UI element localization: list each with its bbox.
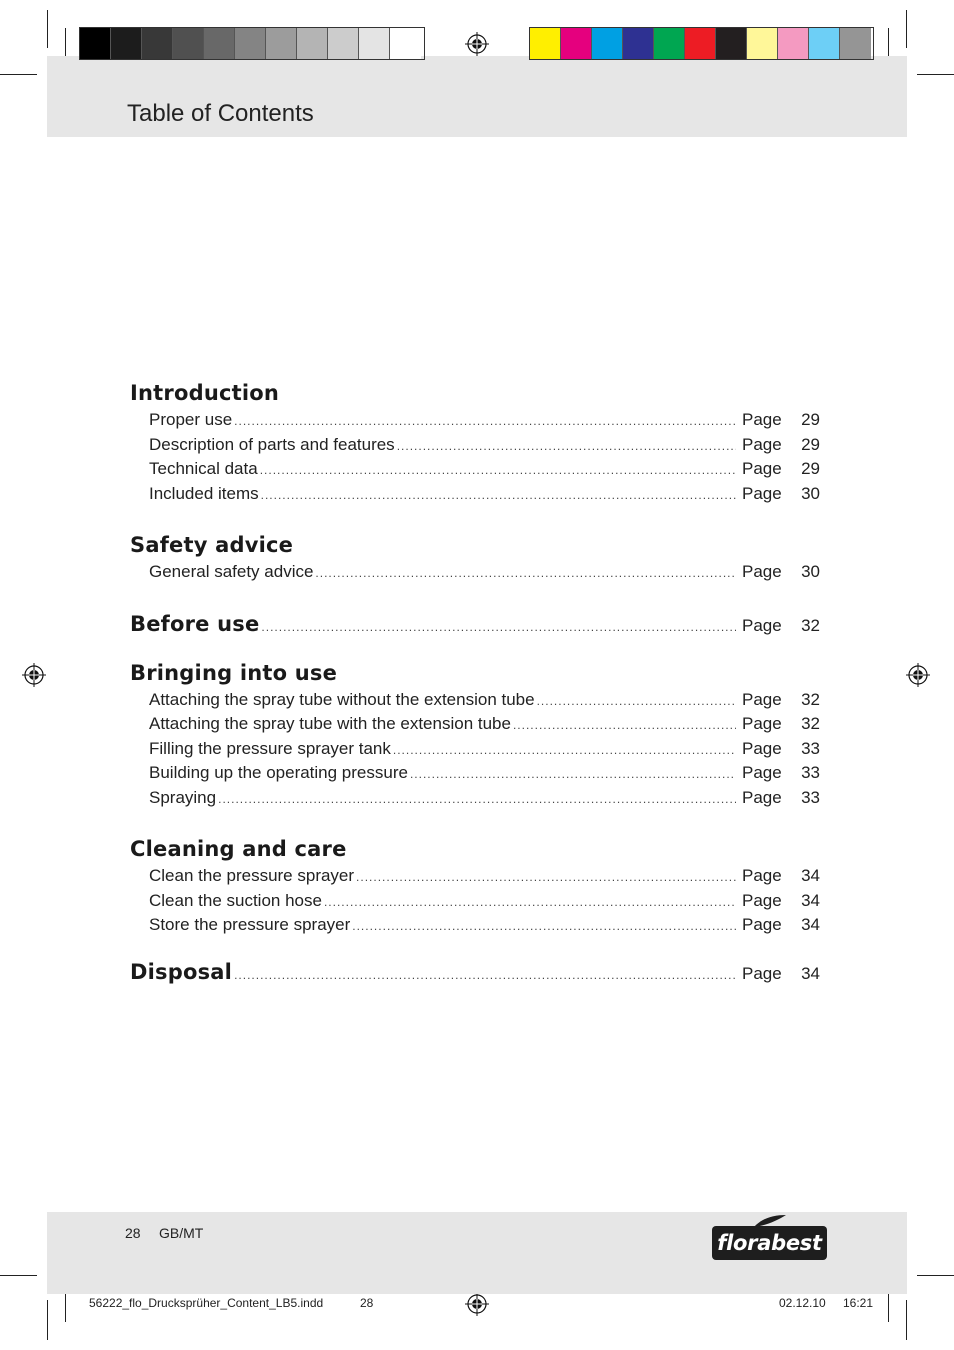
registration-mark-icon bbox=[465, 32, 489, 56]
toc-entry[interactable] bbox=[130, 457, 820, 482]
color-swatch bbox=[142, 28, 173, 59]
toc-entry[interactable] bbox=[130, 864, 820, 889]
crop-mark bbox=[888, 1290, 889, 1322]
leader-dots bbox=[261, 483, 736, 508]
toc-entry[interactable] bbox=[130, 688, 820, 713]
color-swatch bbox=[390, 28, 421, 59]
page-word: Page bbox=[742, 714, 782, 733]
leader-dots bbox=[315, 561, 736, 586]
entry-label: Description of parts and features bbox=[149, 434, 395, 454]
entry-label: Building up the operating pressure bbox=[149, 763, 408, 782]
toc-entry[interactable] bbox=[130, 560, 820, 585]
color-swatch bbox=[809, 28, 840, 59]
color-swatch bbox=[328, 28, 359, 59]
page-word: Page bbox=[742, 562, 782, 581]
page-number: 30 bbox=[801, 562, 820, 581]
toc-section-introduction bbox=[130, 378, 820, 506]
slug-page: 28 bbox=[360, 1296, 374, 1310]
page-number: 32 bbox=[801, 689, 820, 709]
leader-dots bbox=[356, 865, 736, 890]
entry-label: Included items bbox=[149, 483, 259, 503]
toc-entry[interactable] bbox=[130, 737, 820, 762]
color-swatch bbox=[266, 28, 297, 59]
leader-dots bbox=[234, 409, 736, 434]
registration-mark-icon bbox=[22, 663, 46, 687]
page-number: 30 bbox=[801, 483, 820, 503]
section-heading: Cleaning and care bbox=[130, 837, 347, 861]
toc-entry[interactable] bbox=[130, 712, 820, 737]
toc-section-before-use bbox=[130, 609, 820, 639]
process-color-bar bbox=[529, 27, 874, 60]
page-word: Page bbox=[742, 410, 782, 429]
page-word: Page bbox=[742, 866, 782, 885]
page-number: 34 bbox=[801, 963, 820, 983]
gray-color-bar bbox=[79, 27, 425, 60]
entry-label: Attaching the spray tube without the extension tube bbox=[149, 689, 535, 709]
slug-date: 02.12.10 bbox=[779, 1296, 826, 1310]
page-word: Page bbox=[742, 763, 782, 782]
page-word: Page bbox=[742, 890, 782, 910]
crop-mark bbox=[47, 10, 48, 48]
registration-mark-icon bbox=[465, 1292, 489, 1316]
page-number: 33 bbox=[801, 763, 820, 782]
page-number: 32 bbox=[801, 615, 820, 635]
leader-dots bbox=[234, 960, 736, 990]
page-word: Page bbox=[742, 434, 782, 454]
crop-mark bbox=[65, 1290, 66, 1322]
entry-label: Attaching the spray tube with the extension tube bbox=[149, 714, 511, 733]
footer-language-code: GB/MT bbox=[159, 1225, 204, 1241]
crop-mark bbox=[917, 74, 954, 75]
page-word: Page bbox=[742, 787, 782, 807]
toc-section-cleaning-and-care bbox=[130, 834, 820, 938]
color-swatch bbox=[561, 28, 592, 59]
leader-dots bbox=[260, 458, 736, 483]
color-swatch bbox=[778, 28, 809, 59]
leader-dots bbox=[393, 738, 736, 763]
color-swatch bbox=[716, 28, 747, 59]
color-swatch bbox=[530, 28, 561, 59]
page-number: 34 bbox=[801, 866, 820, 885]
page-word: Page bbox=[742, 483, 782, 503]
page-title: Table of Contents bbox=[127, 100, 314, 127]
page-word: Page bbox=[742, 738, 782, 758]
crop-mark bbox=[906, 10, 907, 48]
color-swatch bbox=[359, 28, 390, 59]
page-number: 33 bbox=[801, 738, 820, 758]
leader-dots bbox=[352, 914, 736, 939]
page-number: 29 bbox=[801, 410, 820, 429]
toc-entry[interactable] bbox=[130, 913, 820, 938]
entry-label: Clean the suction hose bbox=[149, 890, 322, 910]
page-number: 34 bbox=[801, 915, 820, 934]
entry-label: Filling the pressure sprayer tank bbox=[149, 738, 391, 758]
section-heading: Introduction bbox=[130, 381, 280, 405]
toc-entry[interactable] bbox=[130, 761, 820, 786]
page-number: 29 bbox=[801, 434, 820, 454]
section-heading: Bringing into use bbox=[130, 660, 338, 685]
color-swatch bbox=[840, 28, 871, 59]
toc-entry[interactable] bbox=[130, 433, 820, 458]
footer-page-number: 28 bbox=[125, 1225, 141, 1241]
page-word: Page bbox=[742, 915, 782, 934]
crop-mark bbox=[0, 74, 37, 75]
color-swatch bbox=[173, 28, 204, 59]
entry-label: Spraying bbox=[149, 787, 217, 807]
section-heading: Disposal bbox=[130, 959, 233, 984]
entry-label: Clean the pressure sprayer bbox=[149, 866, 355, 885]
page-number: 34 bbox=[801, 890, 820, 910]
toc-entry[interactable] bbox=[130, 408, 820, 433]
section-heading: Before use bbox=[130, 611, 260, 636]
toc-section-bringing-into-use bbox=[130, 658, 820, 811]
table-of-contents bbox=[130, 378, 820, 987]
section-heading: Safety advice bbox=[130, 533, 294, 557]
page-word: Page bbox=[742, 963, 782, 983]
leader-dots bbox=[410, 762, 736, 787]
registration-mark-icon bbox=[906, 663, 930, 687]
color-swatch bbox=[654, 28, 685, 59]
toc-section-safety bbox=[130, 530, 820, 585]
crop-mark bbox=[0, 1275, 37, 1276]
color-swatch bbox=[297, 28, 328, 59]
leader-dots bbox=[261, 612, 736, 642]
crop-mark bbox=[47, 1300, 48, 1340]
slug-filename: 56222_flo_Drucksprüher_Content_LB5.indd bbox=[89, 1296, 324, 1310]
page-word: Page bbox=[742, 689, 782, 709]
leader-dots bbox=[513, 713, 736, 738]
entry-label: General safety advice bbox=[149, 562, 314, 581]
color-swatch bbox=[747, 28, 778, 59]
page-number: 33 bbox=[801, 787, 820, 807]
color-swatch bbox=[111, 28, 142, 59]
entry-label: Technical data bbox=[149, 459, 258, 478]
entry-label: Store the pressure sprayer bbox=[149, 915, 351, 934]
page-number: 32 bbox=[801, 714, 820, 733]
leader-dots bbox=[397, 434, 736, 459]
page-number: 29 bbox=[801, 459, 820, 478]
leader-dots bbox=[324, 890, 736, 915]
page-word: Page bbox=[742, 459, 782, 478]
crop-mark bbox=[906, 1300, 907, 1340]
toc-section-disposal bbox=[130, 957, 820, 987]
leader-dots bbox=[218, 787, 736, 812]
toc-entry[interactable] bbox=[130, 889, 820, 914]
toc-entry[interactable] bbox=[130, 609, 820, 639]
toc-entry[interactable] bbox=[130, 957, 820, 987]
toc-entry[interactable] bbox=[130, 786, 820, 811]
leader-dots bbox=[537, 689, 736, 714]
page-word: Page bbox=[742, 615, 782, 635]
florabest-logo: florabest bbox=[712, 1226, 827, 1260]
crop-mark bbox=[917, 1275, 954, 1276]
entry-label: Proper use bbox=[149, 410, 233, 429]
color-swatch bbox=[235, 28, 266, 59]
color-swatch bbox=[204, 28, 235, 59]
slug-time: 16:21 bbox=[843, 1296, 874, 1310]
color-swatch bbox=[623, 28, 654, 59]
color-swatch bbox=[685, 28, 716, 59]
color-swatch bbox=[592, 28, 623, 59]
toc-entry[interactable] bbox=[130, 482, 820, 507]
color-swatch bbox=[80, 28, 111, 59]
